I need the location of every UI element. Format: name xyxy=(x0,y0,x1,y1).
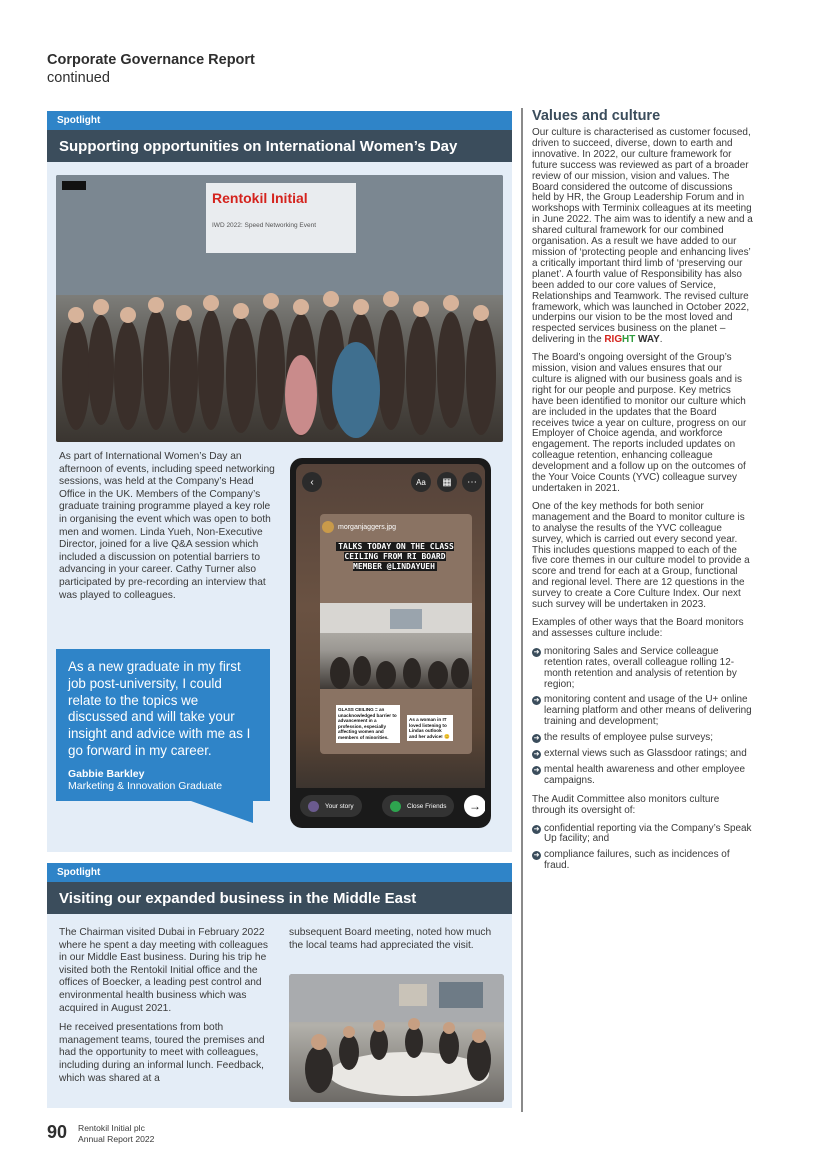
arrow-bullet-icon: ➜ xyxy=(533,751,540,759)
projected-brand-name: Rentokil Initial xyxy=(212,190,308,206)
avatar xyxy=(322,521,334,533)
paragraph: He received presentations from both management teams, toured the premises and had the opportunity to meet with colleagues, including during an informal lunch. Feedback, which was shared at a xyxy=(59,1022,265,1084)
story-room-photo xyxy=(320,603,472,689)
close-friends-star-icon xyxy=(390,801,401,812)
glass-ceiling-note: GLASS CEILING = an unacknowledged barrier to advancement in a profession, especially affecting women and members of minorities. xyxy=(336,705,400,743)
arrow-bullet-icon: ➜ xyxy=(533,697,540,705)
section-heading: Values and culture xyxy=(532,108,661,124)
column-divider xyxy=(521,108,523,1112)
arrow-bullet-icon: ➜ xyxy=(533,766,540,774)
right-way-logo-r: RIG xyxy=(604,334,623,346)
story-username: morganjaggers.jpg xyxy=(338,523,396,531)
footer-company xyxy=(78,1123,154,1144)
audit-committee-list xyxy=(532,824,754,873)
company-name: Rentokil Initial plc xyxy=(78,1123,145,1133)
spotlight-tag: Spotlight xyxy=(47,111,512,130)
page-number: 90 xyxy=(47,1122,68,1142)
arrow-bullet-icon: ➜ xyxy=(533,735,540,743)
your-story-avatar-icon xyxy=(308,801,319,812)
text-tool-icon: Aa xyxy=(411,472,431,492)
your-story-button: Your story xyxy=(300,795,362,817)
list-item: ➜ mental health awareness and other employee campaigns. xyxy=(533,763,746,786)
close-friends-button: Close Friends xyxy=(382,795,454,817)
list-item: ➜ monitoring Sales and Service colleague retention rates, overall colleague rolling 12-month retention and analysis of retention by region; xyxy=(533,645,737,690)
back-arrow-icon: ‹ xyxy=(302,472,322,492)
right-way-logo-g: HT xyxy=(622,334,636,346)
paragraph: The Chairman visited Dubai in February 2022 where he spent a day meeting with colleagues in our Middle East business. During his trip he visited both the Rentokil Initial office and the offices of Boecker, a leading pest control and environmental health business which was acquired in August 2021. xyxy=(59,927,268,1014)
middle-east-text-col2: subsequent Board meeting, noted how much the local teams had appreciated the visit. xyxy=(289,927,492,951)
spotlight-middle-east-panel xyxy=(47,863,512,1108)
phone-screen xyxy=(296,464,485,822)
values-paragraph-2: The Board’s ongoing oversight of the Group’s mission, vision and values ensures that our culture is aligned with our business goals and is right for our people and purpose. Key metrics have been identified to monitor our culture which are included in the updates that the Board receives twice a year on culture, progress on our Employer of Choice agenda, and workforce engagement. The reports included updates on colleague retention, enhancing colleague development and a follow up on the outcomes of the Your Voice Counts (YVC) colleague survey undertaken in 2021. xyxy=(532,352,747,494)
list-item: ➜ external views such as Glassdoor ratings; and xyxy=(533,748,747,760)
report-subtitle: continued xyxy=(47,70,110,86)
right-way-logo-d: WAY xyxy=(635,334,660,346)
report-name: Annual Report 2022 xyxy=(78,1133,155,1144)
board-monitoring-list xyxy=(532,647,754,787)
woman-in-it-note: As a woman in IT loved listening to Lindas outlook and her advice! 😊 xyxy=(407,715,453,741)
list-item: ➜ compliance failures, such as incidences of fraud. xyxy=(533,849,730,872)
story-user xyxy=(322,521,396,533)
arrow-bullet-icon: ➜ xyxy=(533,825,540,833)
list-item: ➜ confidential reporting via the Company’s Speak Up facility; and xyxy=(533,822,752,845)
story-bottom-bar xyxy=(296,788,485,822)
quote-text: As a new graduate in my first job post-university, I could relate to the topics we discussed and will take your insight and advice with me as I go forward in my career. xyxy=(68,659,251,758)
quote-author-role: Marketing & Innovation Graduate xyxy=(68,779,223,792)
iwd-body-text: As part of International Women’s Day an afternoon of events, including speed networking sessions, was held at the Company’s Head Office in the UK. Members of the Company’s graduate training programme played a key role in organising the event which was open to both men and women. Linda Yueh, Non-Executive Director, joined for a live Q&A session which included a discussion on potential barriers to advancing in your career. Cathy Turner also participated by pre-recording an interview that was played to colleagues. xyxy=(59,451,275,601)
spotlight-iwd-panel xyxy=(47,111,512,852)
middle-east-text-col1 xyxy=(59,927,269,1092)
list-item: ➜ monitoring content and usage of the U+ online learning platform and other means of delivering training and development; xyxy=(533,694,752,728)
projected-caption: IWD 2022: Speed Networking Event xyxy=(212,222,317,229)
report-title: Corporate Governance Report xyxy=(47,52,255,68)
spotlight-tag: Spotlight xyxy=(47,863,512,882)
dubai-meeting-photo xyxy=(289,974,504,1102)
spotlight-title: Supporting opportunities on International Women’s Day xyxy=(47,130,512,162)
spotlight-title: Visiting our expanded business in the Middle East xyxy=(47,882,512,914)
values-paragraph-4: Examples of other ways that the Board monitors and assesses culture include: xyxy=(532,616,744,639)
list-item: ➜ the results of employee pulse surveys; xyxy=(533,732,714,744)
sticker-icon: ▦ xyxy=(437,472,457,492)
arrow-bullet-icon: ➜ xyxy=(533,852,540,860)
arrow-bullet-icon: ➜ xyxy=(533,648,540,656)
values-paragraph-5: The Audit Committee also monitors culture through its oversight of: xyxy=(532,793,720,816)
instagram-story-phone xyxy=(290,458,491,828)
send-arrow-icon: → xyxy=(464,795,485,817)
quote-author-name: Gabbie Barkley xyxy=(68,767,145,780)
graduate-quote xyxy=(56,649,270,801)
values-culture-section xyxy=(532,108,754,877)
story-headline: TALKS TODAY ON THE CLASS CEILING FROM RI BOARD MEMBER @LINDAYUEH xyxy=(338,542,454,571)
values-paragraph-1: Our culture is characterised as customer focused, driven to succeed, diverse, down to earth and innovative. In 2022, our culture framework for future success was reviewed as part of a broader review of our mission, vision and values. The Board considered the outcome of discussions held by HR, the Group Leadership Forum and in workshops with Terminix colleagues at its meeting in June 2022. The aim was to identify a new and a shared cultural framework for our combined organisation. As a result we have added to our mission of ‘protecting people and enhancing lives’ a critically important third limb of ‘preserving our planet’. A fourth value of Responsibility has also been added to our core values of Service, Relationships and Teamwork. The revised culture framework, which was launched in October 2022, underpins our vision to be the most loved and respected services business on the planet – delivering in the RIGHT WAY. xyxy=(532,127,753,346)
speech-bubble-tail xyxy=(191,801,253,823)
more-options-icon: ⋯ xyxy=(462,472,482,492)
iwd-event-photo xyxy=(56,175,503,442)
values-paragraph-3: One of the key methods for both senior management and the Board to monitor culture is to analyse the results of the YVC colleague survey, which is carried out every second year. This includes questions mapped to each of the five core themes in our culture model to provide a score and trend for each at a Group, functional and regional level. There are 12 questions in the survey to create a Core Culture Index. Our next such survey will be undertaken in 2023. xyxy=(532,500,750,611)
